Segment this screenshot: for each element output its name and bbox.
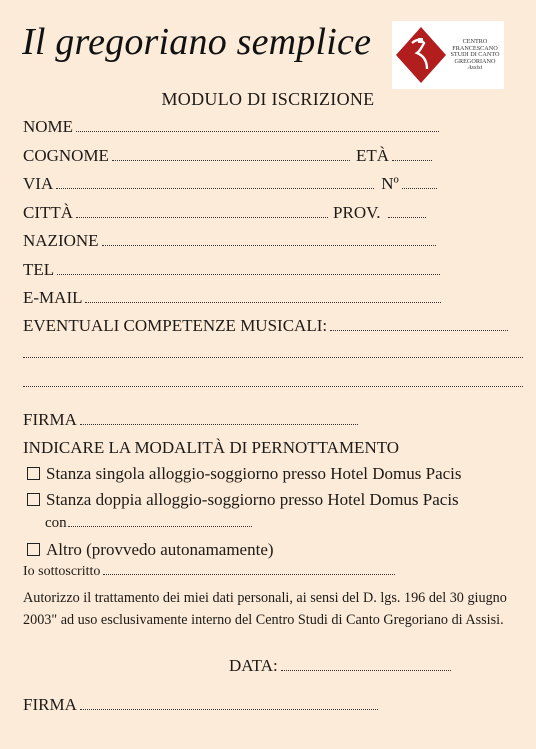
cognome-label: COGNOME bbox=[23, 146, 109, 165]
email-row bbox=[23, 288, 441, 310]
firma-final-field[interactable] bbox=[80, 697, 378, 710]
competenze-line-3 bbox=[23, 374, 523, 396]
firma-row bbox=[23, 410, 358, 432]
email-label: E-MAIL bbox=[23, 288, 83, 307]
cognome-row bbox=[23, 146, 432, 168]
firma-label: FIRMA bbox=[23, 410, 77, 429]
pernottamento-label: INDICARE LA MODALITÀ DI PERNOTTAMENTO bbox=[23, 438, 400, 457]
sottoscritto-label: Io sottoscritto bbox=[23, 564, 101, 579]
via-label: VIA bbox=[23, 174, 54, 193]
checkbox-singola[interactable] bbox=[27, 467, 40, 480]
competenze-extra-field[interactable] bbox=[23, 345, 523, 358]
option-doppia-con-label: con bbox=[45, 515, 67, 531]
checkbox-doppia[interactable] bbox=[27, 493, 40, 506]
competenze-label: EVENTUALI COMPETENZE MUSICALI: bbox=[23, 316, 328, 335]
form-heading: MODULO DI ISCRIZIONE bbox=[161, 89, 375, 109]
email-field[interactable] bbox=[85, 290, 441, 303]
checkbox-altro[interactable] bbox=[27, 543, 40, 556]
prov-field[interactable] bbox=[388, 205, 426, 218]
tel-field[interactable] bbox=[57, 262, 440, 275]
privacy-consent-text: Autorizzo il trattamento dei miei dati personali, ai sensi del D. lgs. 196 del 30 giugno 2003" ad uso esclusivamente interno del Centro Studi di Canto Gregoriano di Assisi. bbox=[23, 590, 507, 628]
competenze-extra-field[interactable] bbox=[23, 374, 523, 387]
option-singola-label: Stanza singola alloggio-soggiorno presso Hotel Domus Pacis bbox=[46, 464, 462, 483]
logo-line: CENTRO bbox=[462, 38, 488, 45]
citta-row bbox=[23, 203, 426, 225]
prov-label: PROV. bbox=[333, 203, 381, 222]
logo-caption bbox=[447, 39, 503, 72]
competenze-row bbox=[23, 316, 508, 338]
page-title: Il gregoriano semplice bbox=[22, 21, 372, 63]
via-row bbox=[23, 174, 437, 196]
via-field[interactable] bbox=[56, 176, 374, 189]
eta-label: ETÀ bbox=[355, 146, 389, 165]
sottoscritto-row bbox=[23, 564, 395, 586]
nazione-label: NAZIONE bbox=[23, 231, 99, 250]
data-label: DATA: bbox=[229, 656, 278, 675]
cognome-field[interactable] bbox=[112, 148, 350, 161]
data-field[interactable] bbox=[281, 658, 451, 671]
nazione-row bbox=[23, 231, 436, 253]
option-altro bbox=[27, 540, 274, 562]
logo-line: FRANCESCANO bbox=[452, 44, 498, 52]
option-doppia-con-row bbox=[45, 514, 252, 536]
data-row bbox=[229, 656, 451, 678]
competenze-line-2 bbox=[23, 345, 523, 367]
option-doppia-label: Stanza doppia alloggio-soggiorno presso Hotel Domus Pacis bbox=[46, 490, 459, 509]
diamond-logo-icon bbox=[392, 21, 450, 89]
pernottamento-heading bbox=[23, 438, 399, 460]
firma-final-row bbox=[23, 695, 378, 717]
nome-label: NOME bbox=[23, 117, 74, 136]
option-doppia-con-field[interactable] bbox=[68, 514, 252, 527]
competenze-field[interactable] bbox=[330, 318, 508, 331]
numero-label: Nº bbox=[381, 174, 399, 193]
sottoscritto-field[interactable] bbox=[103, 564, 395, 575]
option-doppia bbox=[27, 490, 459, 512]
centro-studi-logo bbox=[392, 21, 504, 89]
nazione-field[interactable] bbox=[102, 233, 436, 246]
nome-field[interactable] bbox=[76, 119, 439, 132]
firma-field[interactable] bbox=[80, 412, 358, 425]
firma-final-label: FIRMA bbox=[23, 695, 77, 714]
citta-field[interactable] bbox=[76, 205, 328, 218]
tel-label: TEL bbox=[23, 260, 55, 279]
option-singola bbox=[27, 464, 462, 486]
tel-row bbox=[23, 260, 440, 282]
citta-label: CITTÀ bbox=[23, 203, 74, 222]
logo-line: Assisi bbox=[467, 64, 483, 72]
eta-field[interactable] bbox=[392, 148, 432, 161]
nome-row bbox=[23, 117, 439, 139]
numero-field[interactable] bbox=[402, 176, 437, 189]
logo-line: GREGORIANO bbox=[454, 57, 496, 65]
logo-line: STUDI DI CANTO bbox=[450, 51, 500, 59]
option-altro-label: Altro (provvedo autonamamente) bbox=[46, 540, 274, 559]
